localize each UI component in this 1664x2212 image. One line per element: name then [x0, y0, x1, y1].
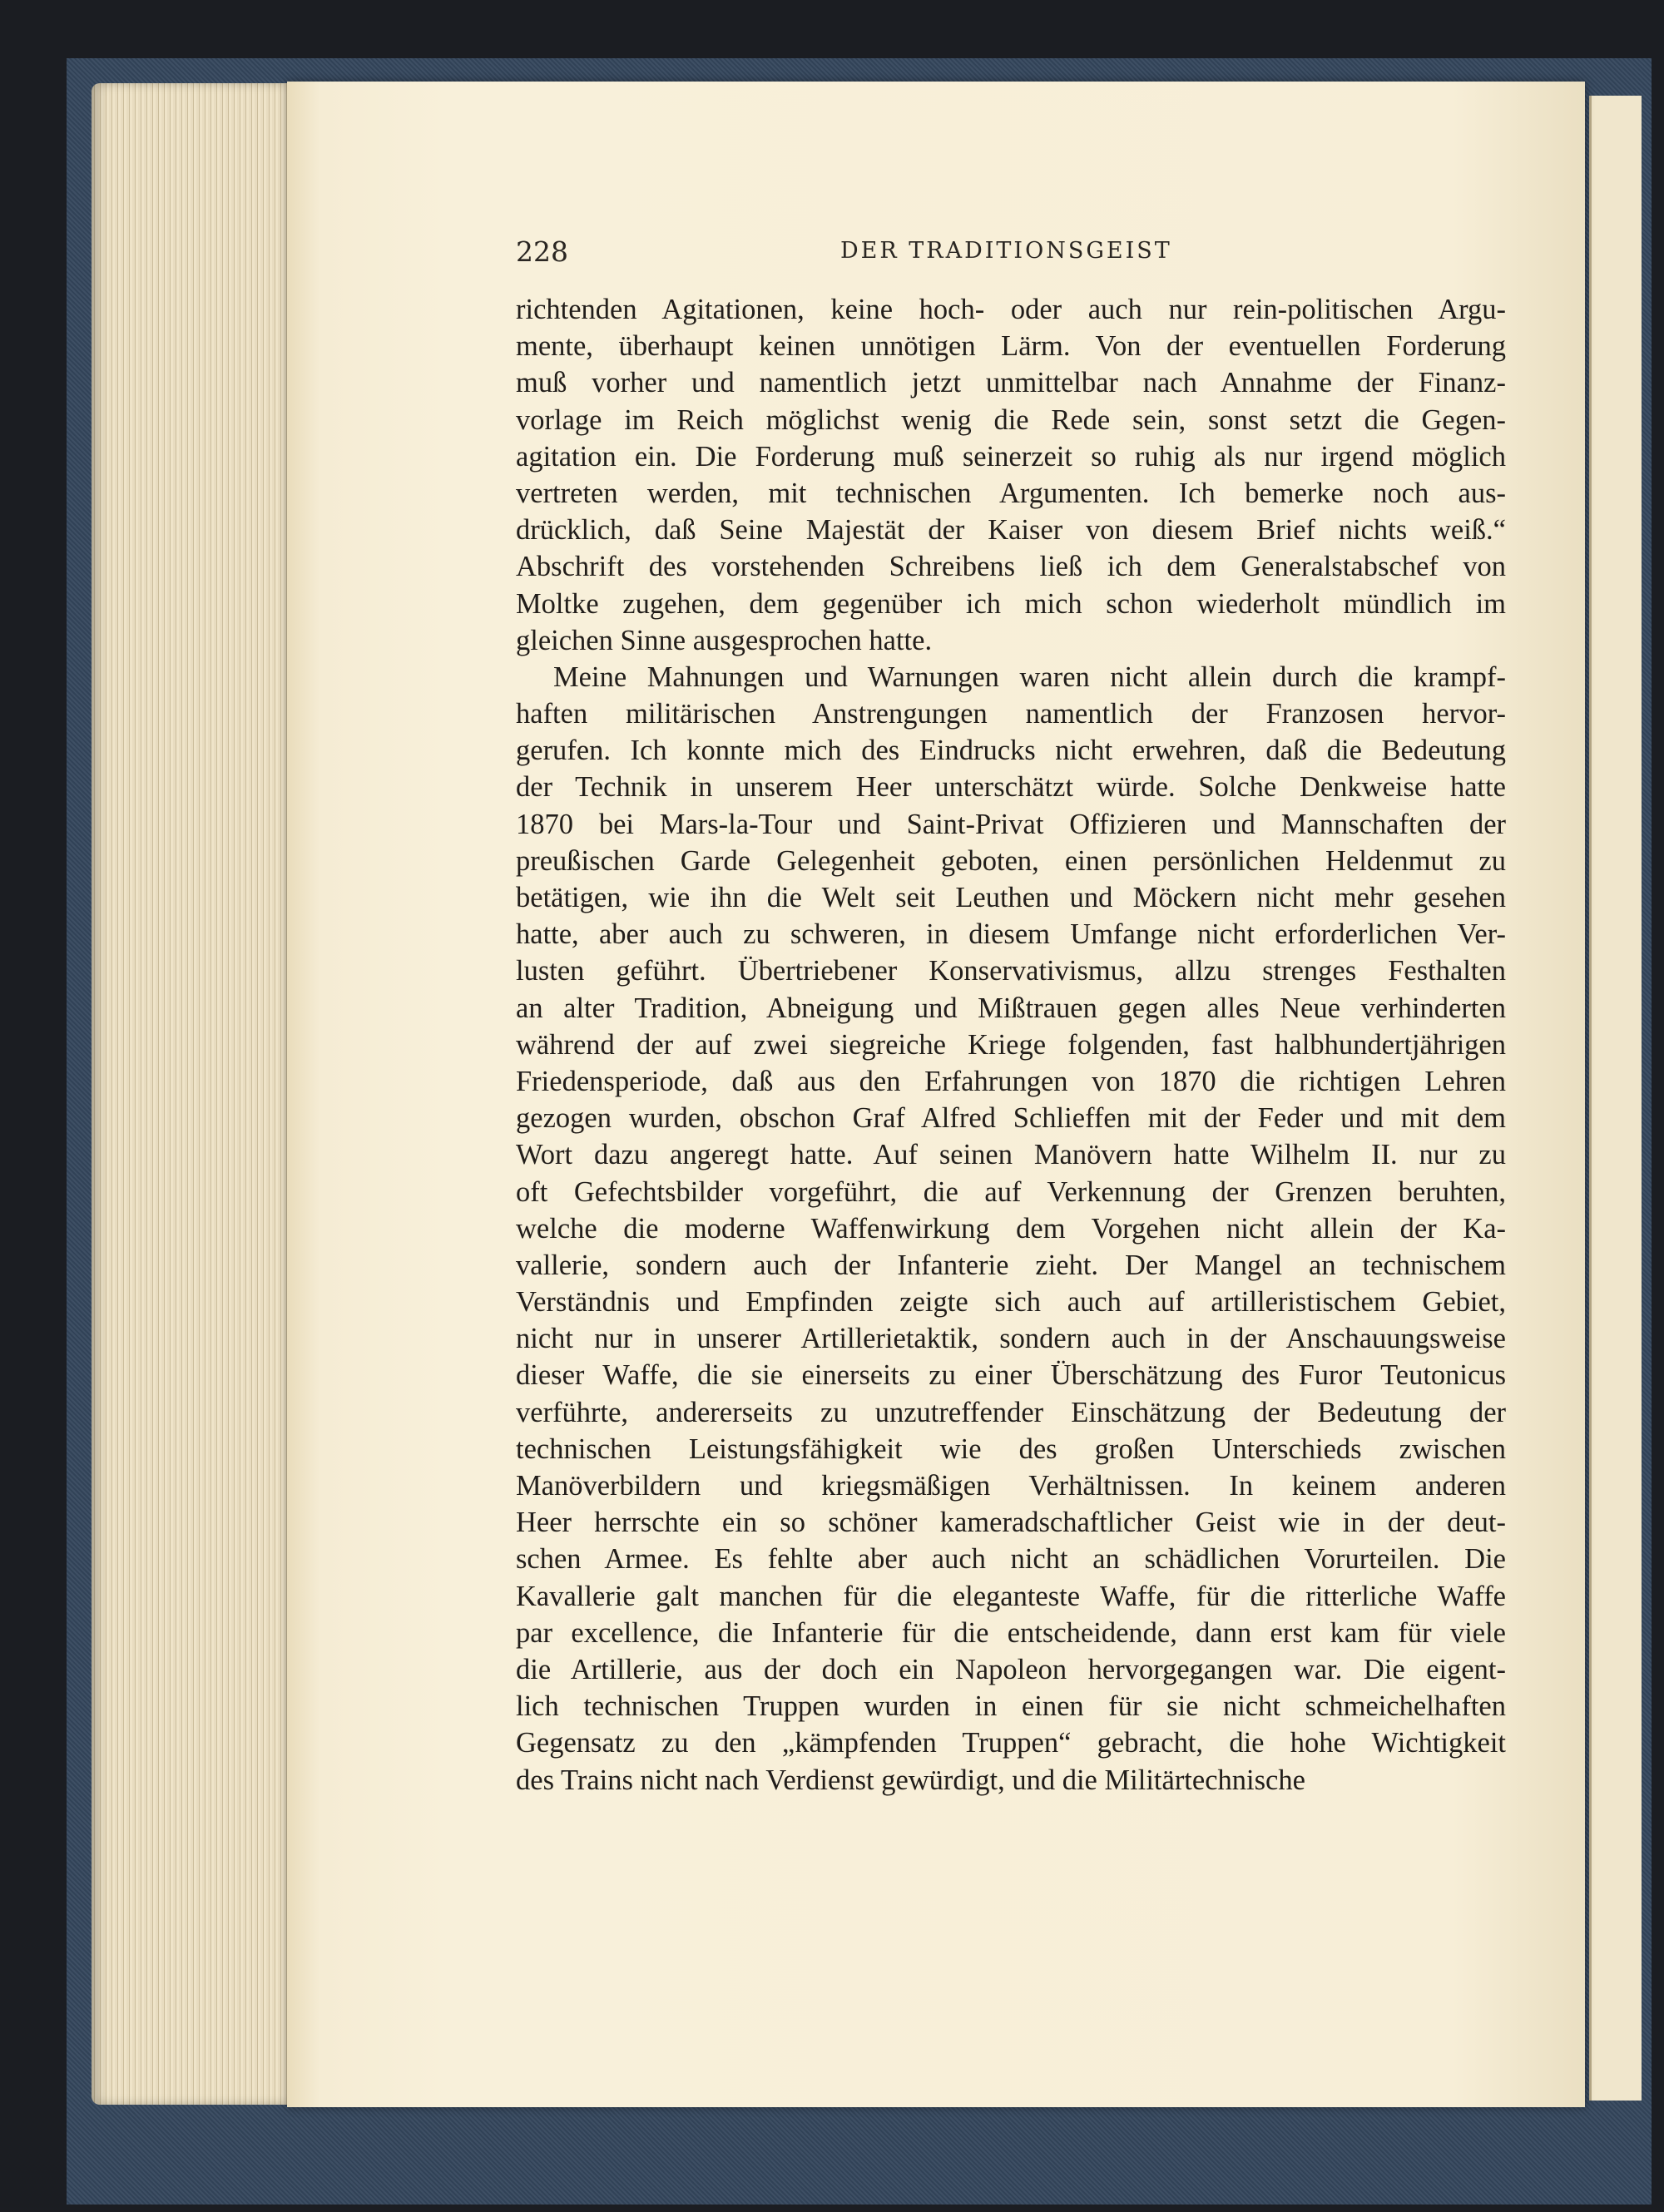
text-line: die Artillerie, aus der doch ein Napoleon hervorgegangen war. Die eigent- — [516, 1653, 1506, 1685]
text-line: vorlage im Reich möglichst wenig die Rede sein, sonst setzt die Gegen- — [516, 403, 1506, 436]
text-line: Abschrift des vorstehenden Schreibens ließ ich dem Generalstabschef von — [516, 551, 1506, 583]
text-line: welche die moderne Waffenwirkung dem Vorgehen nicht allein der Ka- — [516, 1212, 1506, 1245]
text-line: Gegensatz zu den „kämpfenden Truppen“ gebracht, die hohe Wichtigkeit — [516, 1727, 1506, 1759]
text-line: technischen Leistungsfähigkeit wie des großen Unterschieds zwischen — [516, 1433, 1506, 1465]
text-line: der Technik in unserem Heer unterschätzt würde. Solche Denkweise hatte — [516, 771, 1506, 804]
text-line: gerufen. Ich konnte mich des Eindrucks nicht erwehren, daß die Bedeutung — [516, 735, 1506, 767]
page-edges — [92, 83, 300, 2105]
text-line: Heer herrschte ein so schöner kameradschaftlicher Geist wie in der deut- — [516, 1507, 1506, 1539]
text-line: oft Gefechtsbilder vorgeführt, die auf Verkennung der Grenzen beruhten, — [516, 1175, 1506, 1208]
text-line: Manöverbildern und kriegsmäßigen Verhältnissen. In keinem anderen — [516, 1470, 1506, 1502]
text-line: gleichen Sinne ausgesprochen hatte. — [516, 624, 933, 656]
text-line: 1870 bei Mars-la-Tour und Saint-Privat Offizieren und Mannschaften der — [516, 808, 1506, 840]
body-text — [516, 291, 1506, 1799]
running-head — [516, 231, 1514, 273]
text-line: preußischen Garde Gelegenheit geboten, einen persönlichen Heldenmut zu — [516, 844, 1506, 877]
text-line: Meine Mahnungen und Warnungen waren nicht allein durch die krampf- — [553, 661, 1506, 693]
text-line: Verständnis und Empfinden zeigte sich auch auf artilleristischem Gebiet, — [516, 1286, 1506, 1319]
text-line: richtenden Agitationen, keine hoch- oder auch nur rein-politischen Argu- — [516, 294, 1506, 325]
text-line: während der auf zwei siegreiche Kriege folgenden, fast halbhundertjährigen — [516, 1028, 1506, 1061]
text-line: gezogen wurden, obschon Graf Alfred Schlieffen mit der Feder und mit dem — [516, 1102, 1506, 1135]
text-line: an alter Tradition, Abneigung und Mißtrauen gegen alles Neue verhinderten — [516, 992, 1506, 1024]
text-line: nicht nur in unserer Artillerietaktik, sondern auch in der Anschauungsweise — [516, 1323, 1506, 1355]
text-line: vallerie, sondern auch der Infanterie zieht. Der Mangel an technischem — [516, 1249, 1506, 1281]
text-line: haften militärischen Anstrengungen namentlich der Franzosen hervor- — [516, 698, 1506, 730]
text-line: dieser Waffe, die sie einerseits zu einer Überschätzung des Furor Teutonicus — [516, 1359, 1506, 1392]
text-line: Wort dazu angeregt hatte. Auf seinen Manövern hatte Wilhelm II. nur zu — [516, 1139, 1506, 1171]
running-title: DER TRADITIONSGEIST — [840, 238, 1172, 264]
text-line: Kavallerie galt manchen für die eleganteste Waffe, für die ritterliche Waffe — [516, 1580, 1506, 1612]
text-line: par excellence, die Infanterie für die entscheidende, dann erst kam für viele — [516, 1616, 1506, 1649]
text-line: Friedensperiode, daß aus den Erfahrungen von 1870 die richtigen Lehren — [516, 1065, 1506, 1097]
text-line: hatte, aber auch zu schweren, in diesem Umfange nicht erforderlichen Ver- — [516, 918, 1506, 951]
text-line: lich technischen Truppen wurden in einen für sie nicht schmeichelhaften — [516, 1690, 1506, 1723]
text-line: des Trains nicht nach Verdienst gewürdigt, und die Militärtechnische — [516, 1764, 1305, 1796]
text-line: schen Armee. Es fehlte aber auch nicht an schädlichen Vorurteilen. Die — [516, 1543, 1506, 1576]
text-line: betätigen, wie ihn die Welt seit Leuthen und Möckern nicht mehr gesehen — [516, 882, 1506, 913]
text-line: verführte, andererseits zu unzutreffender Einschätzung der Bedeutung der — [516, 1396, 1506, 1428]
facing-page-edge — [1589, 96, 1642, 2101]
text-line: vertreten werden, mit technischen Argumenten. Ich bemerke noch aus- — [516, 477, 1506, 509]
text-line: mente, überhaupt keinen unnötigen Lärm. Von der eventuellen Forderung — [516, 330, 1506, 363]
text-line: lusten geführt. Übertriebener Konservativismus, allzu strenges Festhalten — [516, 955, 1506, 987]
text-line: agitation ein. Die Forderung muß seinerzeit so ruhig als nur irgend möglich — [516, 440, 1506, 473]
text-line: drücklich, daß Seine Majestät der Kaiser von diesem Brief nichts weiß.“ — [516, 514, 1506, 547]
text-line: muß vorher und namentlich jetzt unmittelbar nach Annahme der Finanz- — [516, 367, 1506, 399]
page-number: 228 — [516, 235, 568, 268]
text-line: Moltke zugehen, dem gegenüber ich mich schon wiederholt mündlich im — [516, 587, 1506, 620]
